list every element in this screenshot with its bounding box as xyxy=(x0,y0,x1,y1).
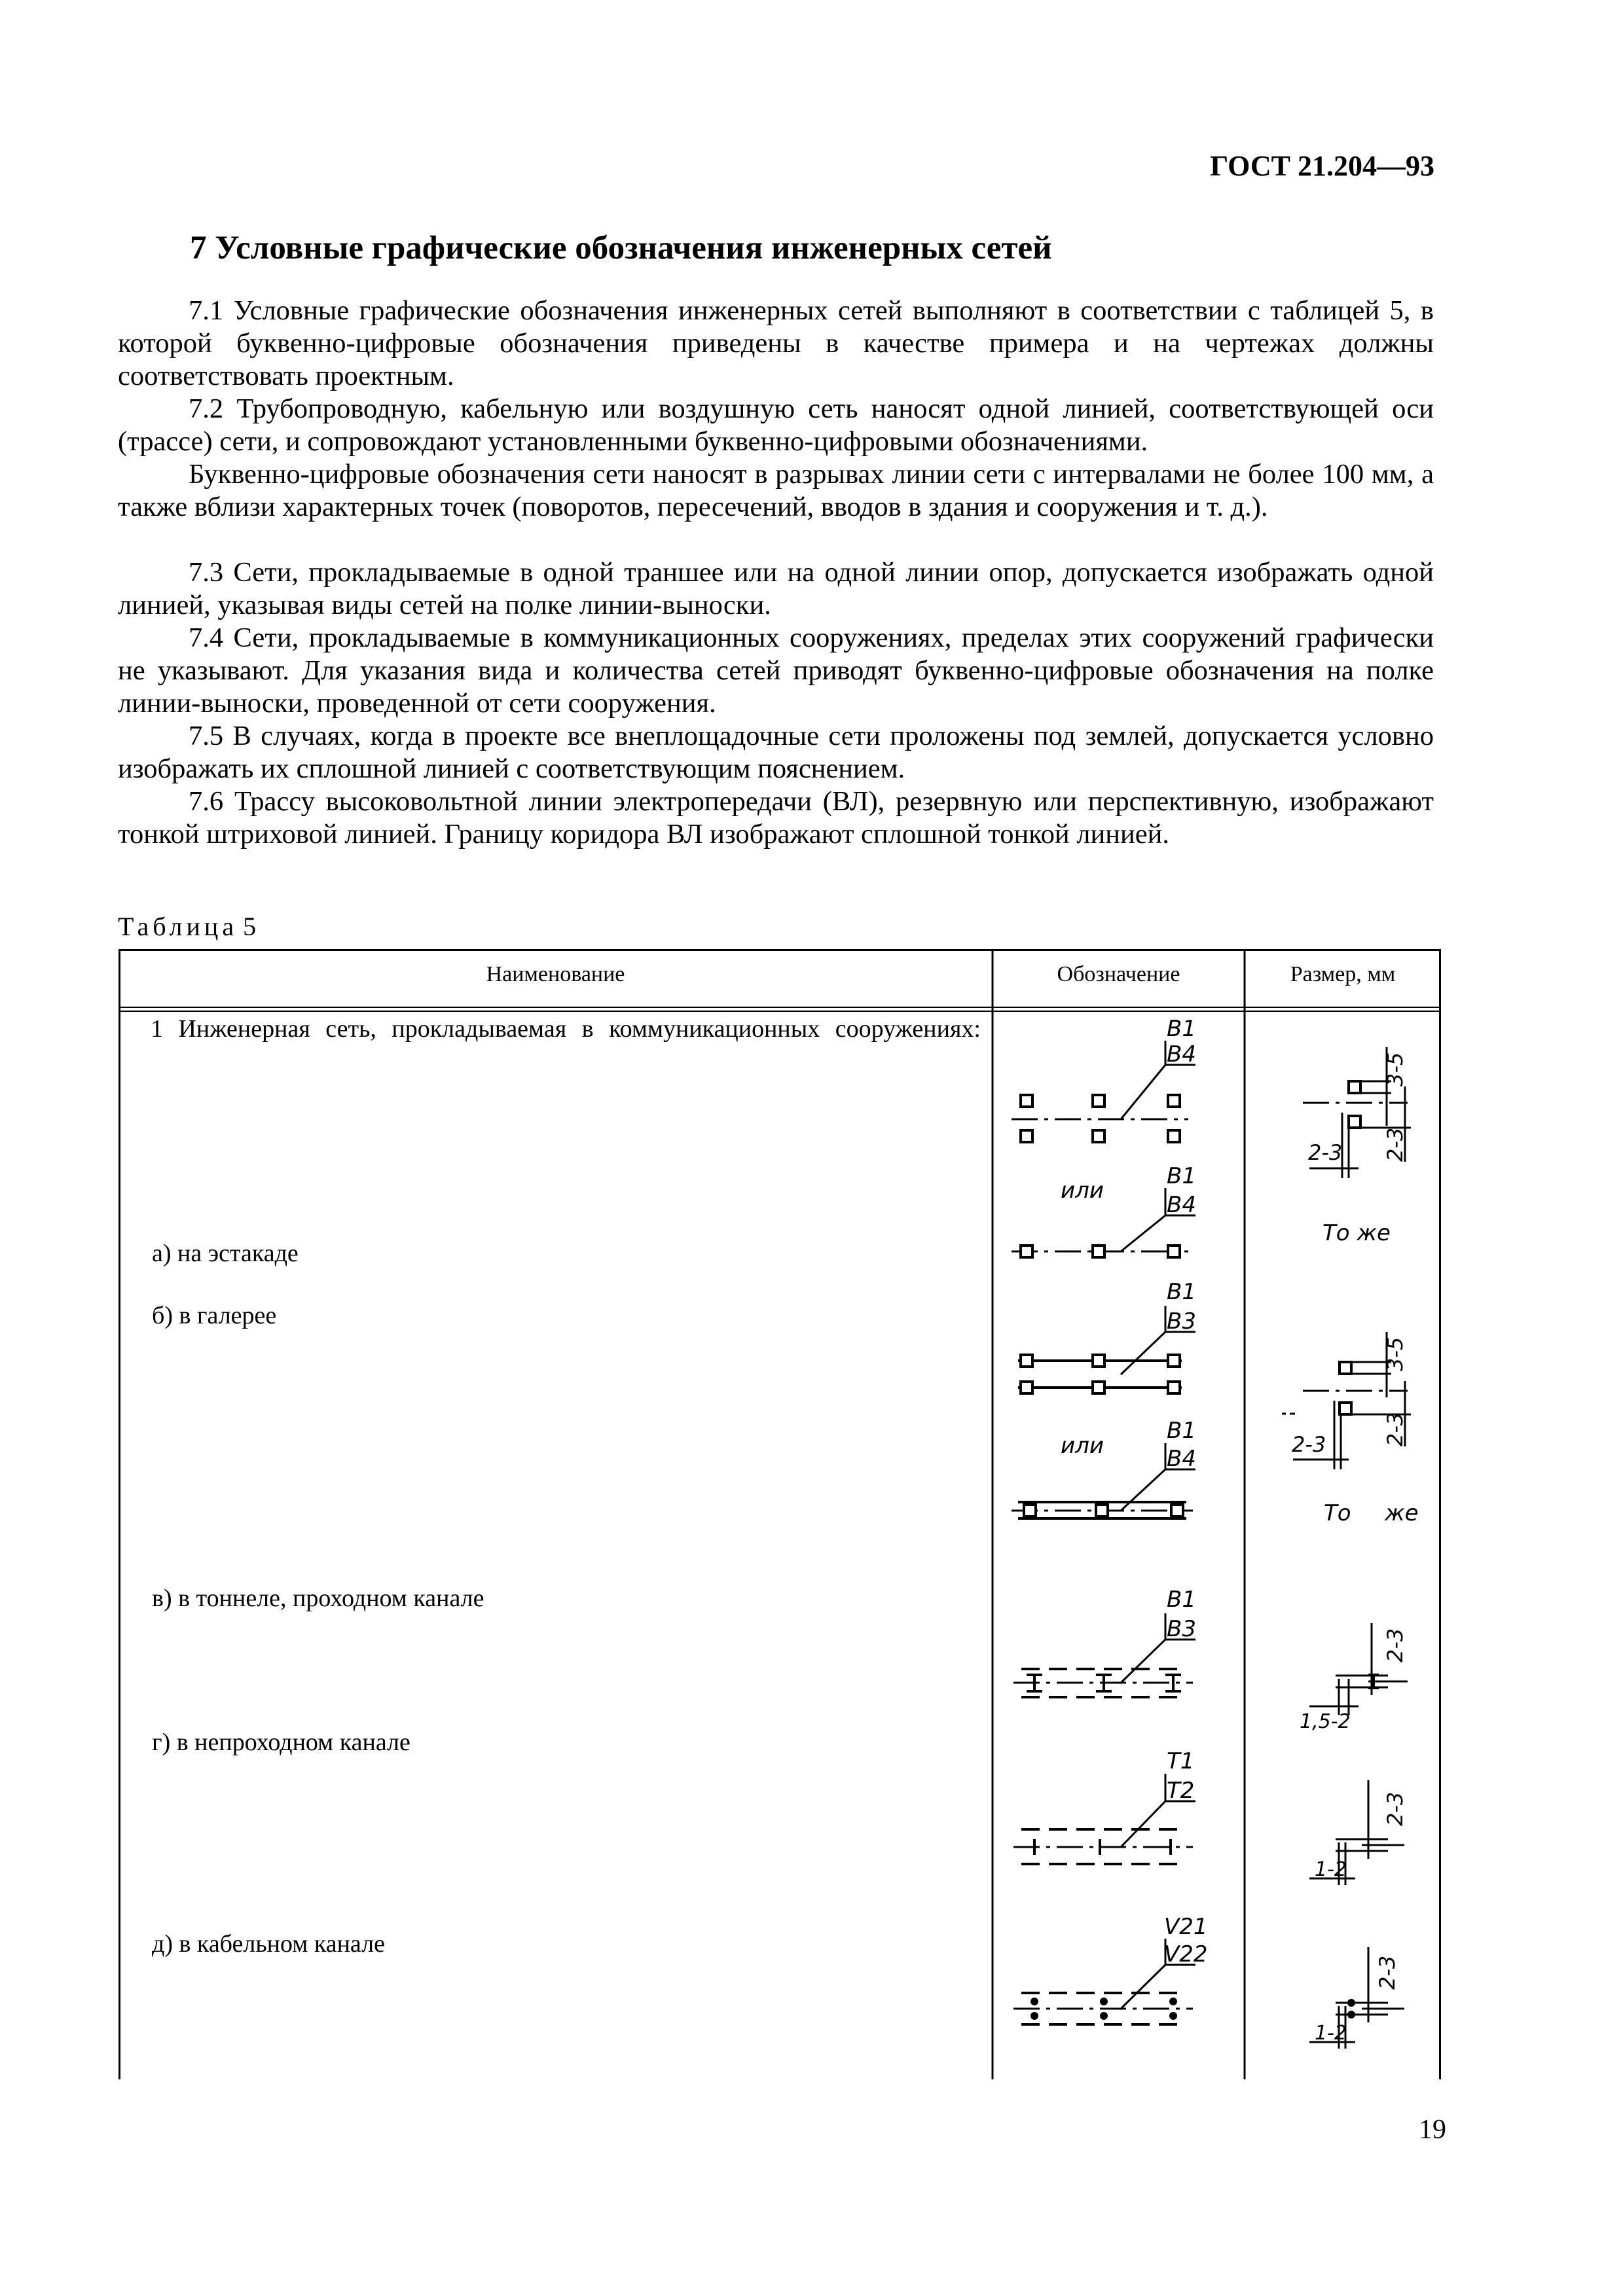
dim-23-a-v: 2-3 xyxy=(1383,1127,1408,1162)
row-title: 1 Инженерная сеть, прокладываемая в коммуникационных сооружениях: xyxy=(151,1015,981,1043)
dim-23-a-h: 2-3 xyxy=(1308,1140,1343,1165)
paragraph-7-4: 7.4 Сети, прокладываемые в коммуникационных сооружениях, пределах этих сооружений графически не указывают. Для указания вида и количества сетей приводят буквенно-цифровые обозначения на полке линии-выноски, проведенной от сети сооружения. xyxy=(118,622,1434,719)
label-b1-a2: В1 xyxy=(1167,1163,1196,1189)
dim-23-b-v: 2-3 xyxy=(1383,1412,1408,1446)
dim-12-d: 1-2 xyxy=(1315,2022,1347,2045)
paragraph-7-2-cont: Буквенно-цифровые обозначения сети наносят в разрывах линии сети с интервалами не более 100 мм, а также вблизи характерных точек (поворотов, пересечений, вводов в здания и сооружения и т. д.). xyxy=(118,459,1434,522)
label-same-b-1: То xyxy=(1324,1500,1351,1526)
label-same-a: То же xyxy=(1322,1220,1391,1246)
dim-23-v: 2-3 xyxy=(1383,1628,1408,1662)
item-kabelnyy-kanal: д) в кабельном канале xyxy=(152,1930,385,1958)
dim-12-g: 1-2 xyxy=(1315,1858,1347,1881)
label-b1-b2: В1 xyxy=(1167,1418,1196,1444)
header-symbol: Обозначение xyxy=(1057,962,1180,986)
paragraph-7-5: 7.5 В случаях, когда в проекте все внеплощадочные сети проложены под землей, допускается условно изображать их сплошной линией с соответствующим пояснением. xyxy=(118,721,1434,784)
page-number: 19 xyxy=(1419,2115,1446,2145)
dim-23-d: 2-3 xyxy=(1375,1955,1400,1990)
label-b1-v: В1 xyxy=(1167,1587,1196,1613)
table-caption-number: 5 xyxy=(243,912,257,941)
item-tonnel: в) в тоннеле, проходном канале xyxy=(152,1585,484,1612)
paragraph-7-3: 7.3 Сети, прокладываемые в одной траншее или на одной линии опор, допускается изображать одной линией, указывая виды сетей на полке линии-выноски. xyxy=(118,557,1434,620)
dim-35-a: 3-5 xyxy=(1383,1052,1408,1086)
label-v21-d: V21 xyxy=(1164,1914,1208,1940)
label-v22-d: V22 xyxy=(1164,1941,1208,1967)
header-size: Размер, мм xyxy=(1290,962,1396,986)
dim-35-b: 3-5 xyxy=(1383,1336,1408,1371)
dim-152-v: 1,5-2 xyxy=(1300,1710,1351,1733)
label-t1-g: Т1 xyxy=(1167,1748,1195,1774)
table-caption-word: Таблица xyxy=(118,912,238,941)
paragraph-7-6: 7.6 Трассу высоковольтной линии электропередачи (ВЛ), резервную или перспективную, изображают тонкой штриховой линией. Границу коридора ВЛ изображают сплошной тонкой линией. xyxy=(118,786,1434,850)
item-galereya: б) в галерее xyxy=(152,1302,277,1329)
item-estakada: а) на эстакаде xyxy=(152,1240,299,1267)
label-b1-a1: В1 xyxy=(1167,1016,1196,1042)
item-neprohodnoy-kanal: г) в непроходном канале xyxy=(152,1729,410,1756)
label-or-b: или xyxy=(1061,1433,1104,1459)
label-b3-b1: В3 xyxy=(1167,1308,1196,1335)
section-title: 7 Условные графические обозначения инженерных сетей xyxy=(190,230,1052,266)
label-b4-b2: В4 xyxy=(1167,1446,1196,1472)
dim-23-b-h: 2-3 xyxy=(1292,1432,1326,1457)
label-b4-a1: В4 xyxy=(1167,1041,1196,1067)
label-b1-b1: В1 xyxy=(1167,1279,1196,1305)
paragraph-7-1: 7.1 Условные графические обозначения инженерных сетей выполняют в соответствии с таблицей 5, в которой буквенно-цифровые обозначения приведены в качестве примера и на чертежах должны соответствовать проектным. xyxy=(118,295,1434,391)
dim-23-g: 2-3 xyxy=(1383,1791,1408,1826)
paragraph-7-2: 7.2 Трубопроводную, кабельную или воздушную сеть наносят одной линией, соответствующей оси (трассе) сети, и сопровождают установленными буквенно-цифровыми обозначениями. xyxy=(118,393,1434,457)
label-b4-a2: В4 xyxy=(1167,1192,1196,1218)
label-same-b-2: же xyxy=(1385,1500,1419,1526)
label-t2-g: Т2 xyxy=(1167,1778,1195,1804)
label-b3-v: В3 xyxy=(1167,1616,1196,1642)
document-code: ГОСТ 21.204—93 xyxy=(1210,150,1434,182)
label-or-a: или xyxy=(1061,1177,1104,1204)
header-name: Наименование xyxy=(486,962,625,986)
